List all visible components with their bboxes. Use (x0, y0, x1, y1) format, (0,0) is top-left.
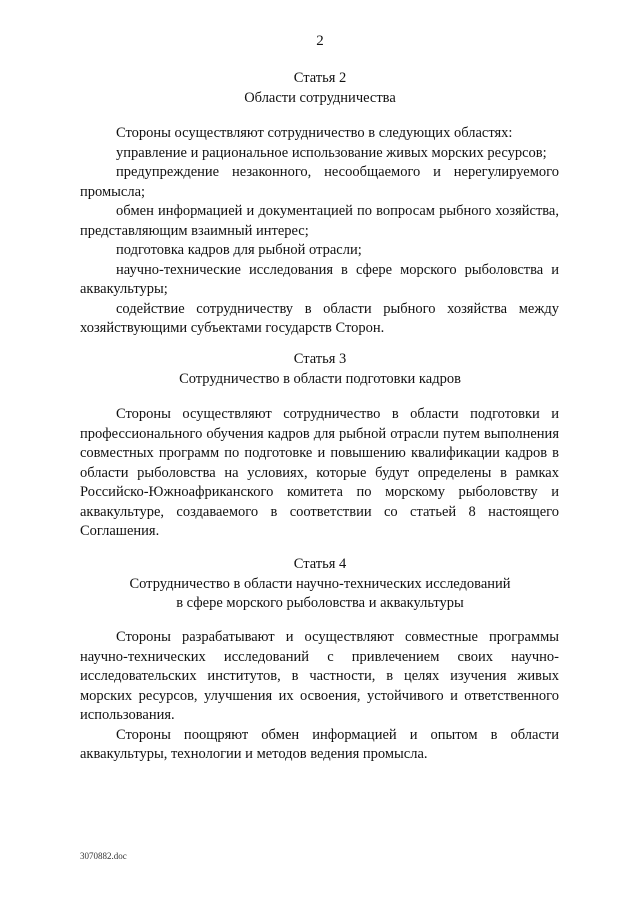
article-2-title: Области сотрудничества (244, 89, 396, 106)
article-4-header (0, 555, 640, 614)
article-3-paragraph: Стороны осуществляют сотрудничество в области подготовки и профессионального обучения кадров для рыбной отрасли путем выполнения совместных программ по подготовке и повышению квалификации кадров в области рыболовства на условиях, которые будут определены в рамках Российско-Южноафриканского комитета по морскому рыболовству и аквакультуре, создаваемого в соответствии со статьей 8 настоящего Соглашения. (80, 406, 559, 539)
article-3-number: Статья 3 (293, 351, 347, 367)
article-4-paragraph: Стороны разрабатывают и осуществляют совместные программы научно-технических исследований с привлечением своих научно-исследовательских институтов, в частности, в целях изучения живых морских ресурсов, улучшения их освоения, устойчивого и ответственного использования. (80, 629, 559, 723)
article-4-body (80, 628, 559, 765)
article-2-number: Статья 2 (293, 70, 347, 86)
article-2-body (80, 124, 559, 339)
article-3-title: Сотрудничество в области подготовки кадров (179, 370, 461, 387)
article-3-header (0, 350, 640, 389)
article-2-paragraph: содействие сотрудничеству в области рыбного хозяйства между хозяйствующими субъектами государств Сторон. (80, 300, 559, 336)
page-number: 2 (316, 33, 324, 49)
article-4-title-line-1: Сотрудничество в области научно-технических исследований (129, 575, 511, 592)
article-4-title-line-2: в сфере морского рыболовства и аквакультуры (176, 595, 464, 611)
article-2-paragraph: управление и рациональное использование живых морских ресурсов; (116, 144, 547, 161)
article-4-paragraph: Стороны поощряют обмен информацией и опытом в области аквакультуры, технологии и методов ведения промысла. (80, 726, 559, 762)
footer-file-name: 3070882.doc (80, 851, 127, 861)
article-2-paragraph: научно-технические исследования в сфере морского рыболовства и аквакультуры; (80, 261, 559, 297)
article-2-paragraph: предупреждение незаконного, несообщаемого и нерегулируемого промысла; (80, 164, 559, 200)
article-3-body (80, 405, 559, 542)
article-2-paragraph: Стороны осуществляют сотрудничество в следующих областях: (116, 125, 513, 141)
article-2-paragraph: обмен информацией и документацией по вопросам рыбного хозяйства, представляющим взаимный интерес; (80, 203, 559, 239)
article-4-number: Статья 4 (293, 556, 347, 572)
article-2-paragraph: подготовка кадров для рыбной отрасли; (116, 242, 362, 258)
article-2-header (0, 69, 640, 108)
